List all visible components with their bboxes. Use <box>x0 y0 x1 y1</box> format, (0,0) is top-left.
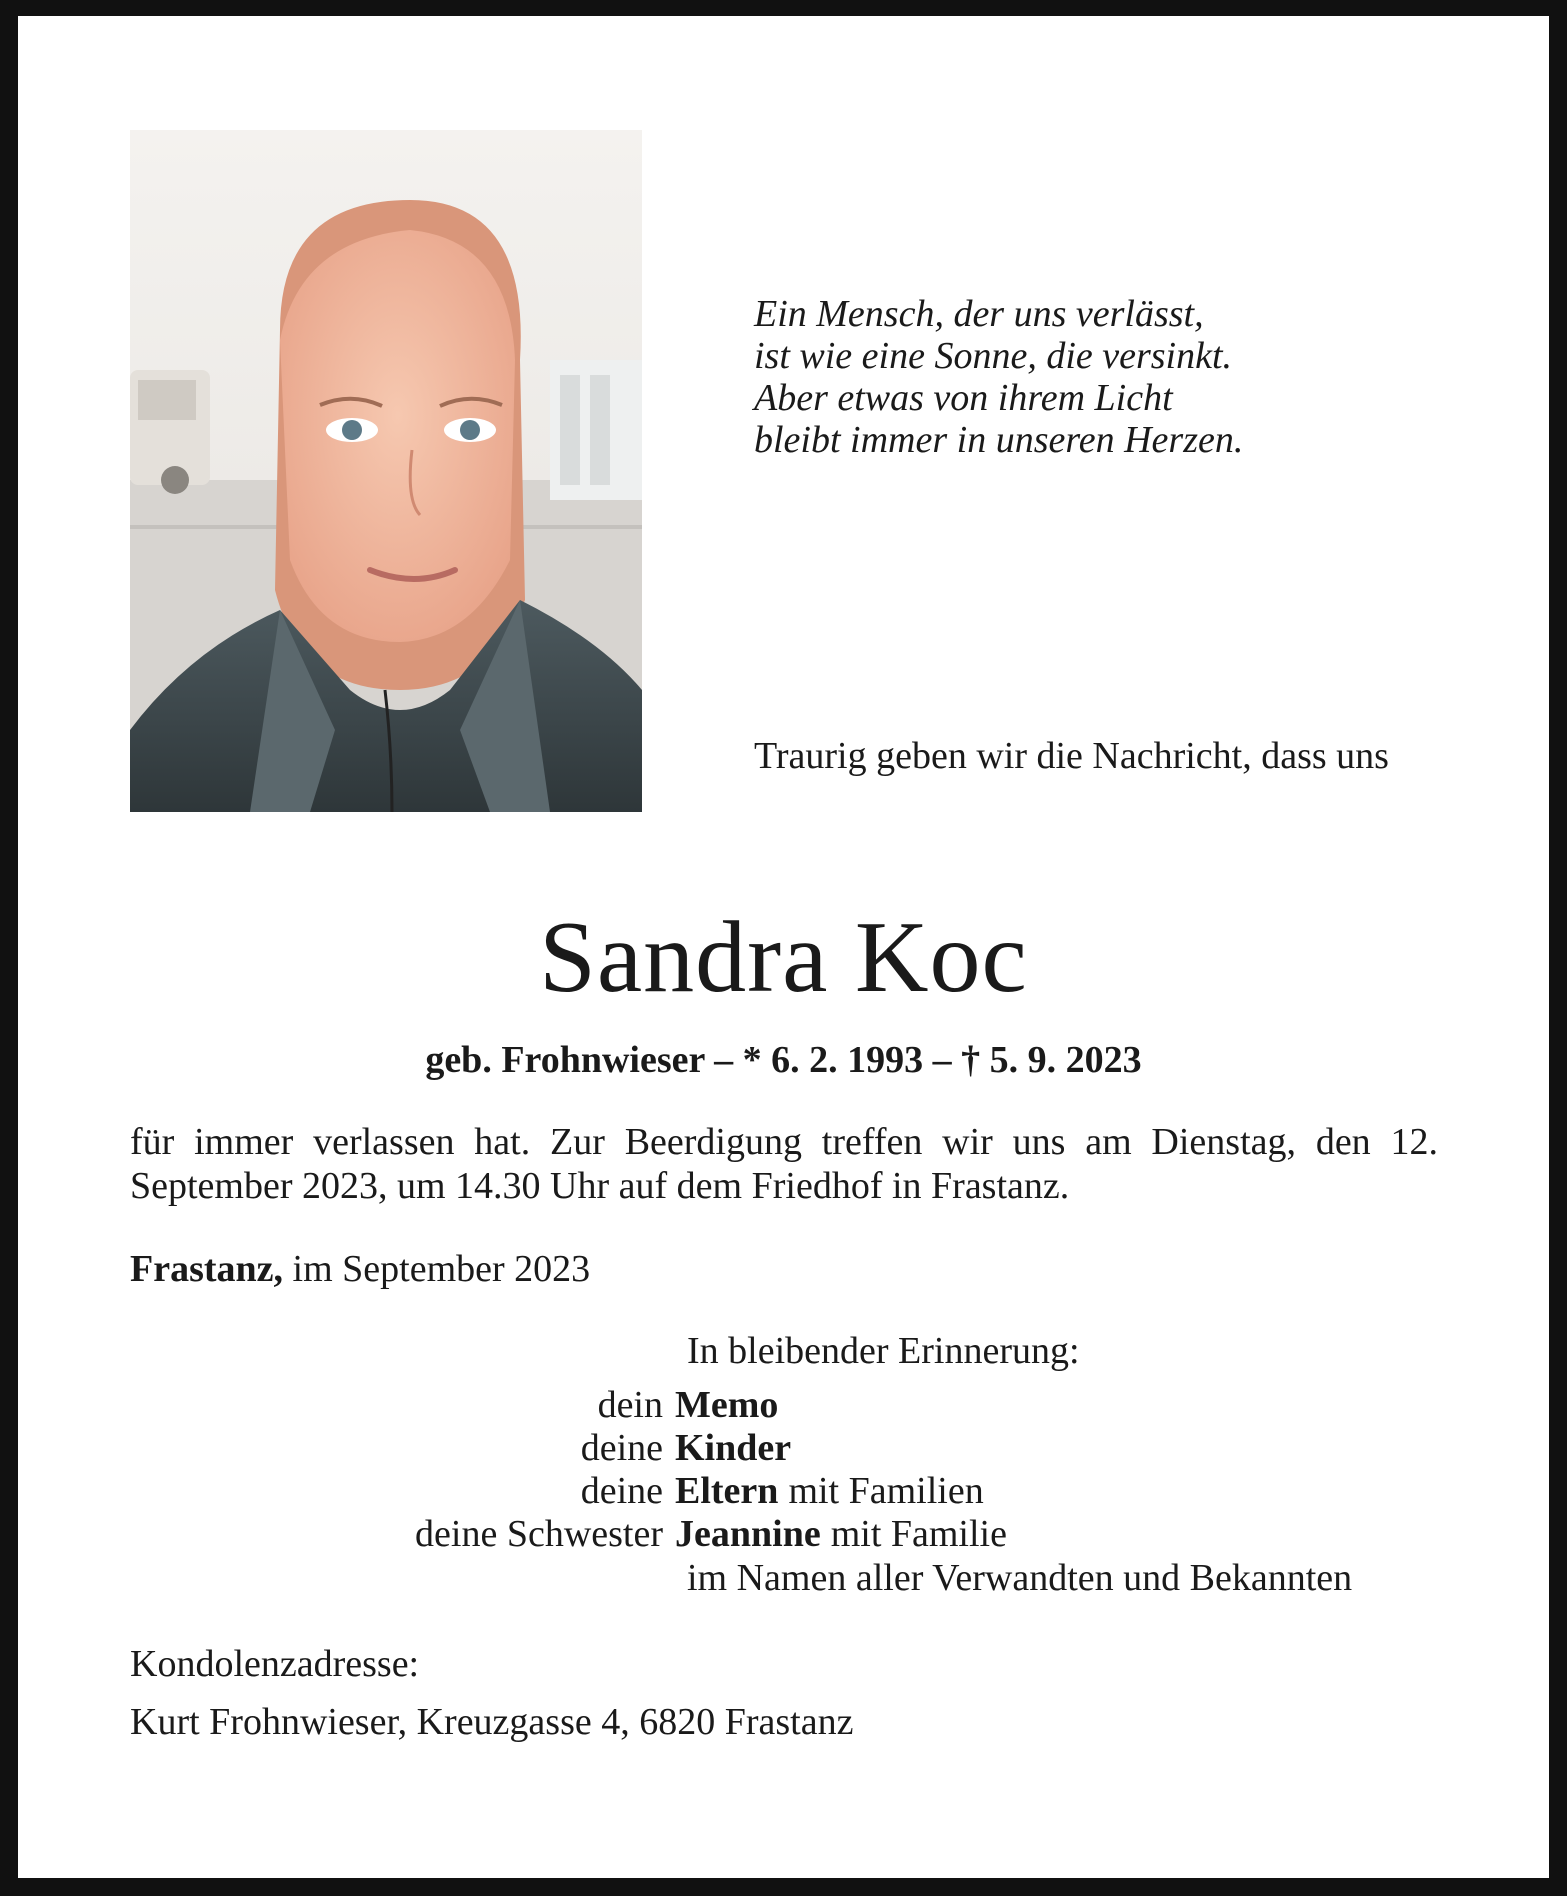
mourner-row <box>130 1427 1438 1470</box>
memory-heading: In bleibender Erinnerung: <box>687 1330 1080 1372</box>
funeral-details: für immer verlassen hat. Zur Beerdigung treffen wir uns am Dienstag, den 12. September 2023, um 14.30 Uhr auf dem Friedhof in Frastanz. <box>130 1121 1438 1207</box>
mourner-name: Jeannine <box>675 1513 821 1555</box>
portrait-photo <box>130 130 642 812</box>
closing-line: im Namen aller Verwandten und Bekannten <box>687 1557 1353 1599</box>
mourner-relation: deine <box>580 1470 663 1512</box>
condolence-label: Kondolenzadresse: <box>130 1643 420 1685</box>
poem-line: Aber etwas von ihrem Licht <box>754 377 1173 419</box>
intro-text: Traurig geben wir die Nachricht, dass uns <box>754 735 1389 777</box>
mourner-name: Memo <box>675 1384 779 1426</box>
condolence-address: Kurt Frohnwieser, Kreuzgasse 4, 6820 Frastanz <box>130 1701 854 1743</box>
mourner-name: Eltern <box>675 1470 779 1512</box>
birth-death-dates: geb. Frohnwieser – * 6. 2. 1993 – † 5. 9. 2023 <box>425 1039 1142 1081</box>
place-date-text: im September 2023 <box>292 1248 591 1290</box>
place-name: Frastanz, <box>130 1248 284 1290</box>
mourner-name: Kinder <box>675 1427 792 1469</box>
mourner-relation: deine Schwester <box>415 1513 663 1555</box>
poem-line: ist wie eine Sonne, die versinkt. <box>754 335 1233 377</box>
mourner-extra: mit Familie <box>830 1513 1007 1555</box>
mourner-relation: dein <box>597 1384 663 1426</box>
mourners-list <box>130 1384 1438 1556</box>
poem-line: Ein Mensch, der uns verlässt, <box>754 293 1204 335</box>
condolence-block <box>130 1635 853 1751</box>
mourner-relation: deine <box>580 1427 663 1469</box>
place-date <box>130 1247 590 1291</box>
poem-line: bleibt immer in unseren Herzen. <box>754 419 1244 461</box>
deceased-name: Sandra Koc <box>539 901 1028 1014</box>
mourner-row <box>130 1470 1438 1513</box>
mourner-row <box>130 1384 1438 1427</box>
mourner-extra: mit Familien <box>788 1470 984 1512</box>
poem <box>754 293 1354 461</box>
mourner-row <box>130 1513 1438 1556</box>
